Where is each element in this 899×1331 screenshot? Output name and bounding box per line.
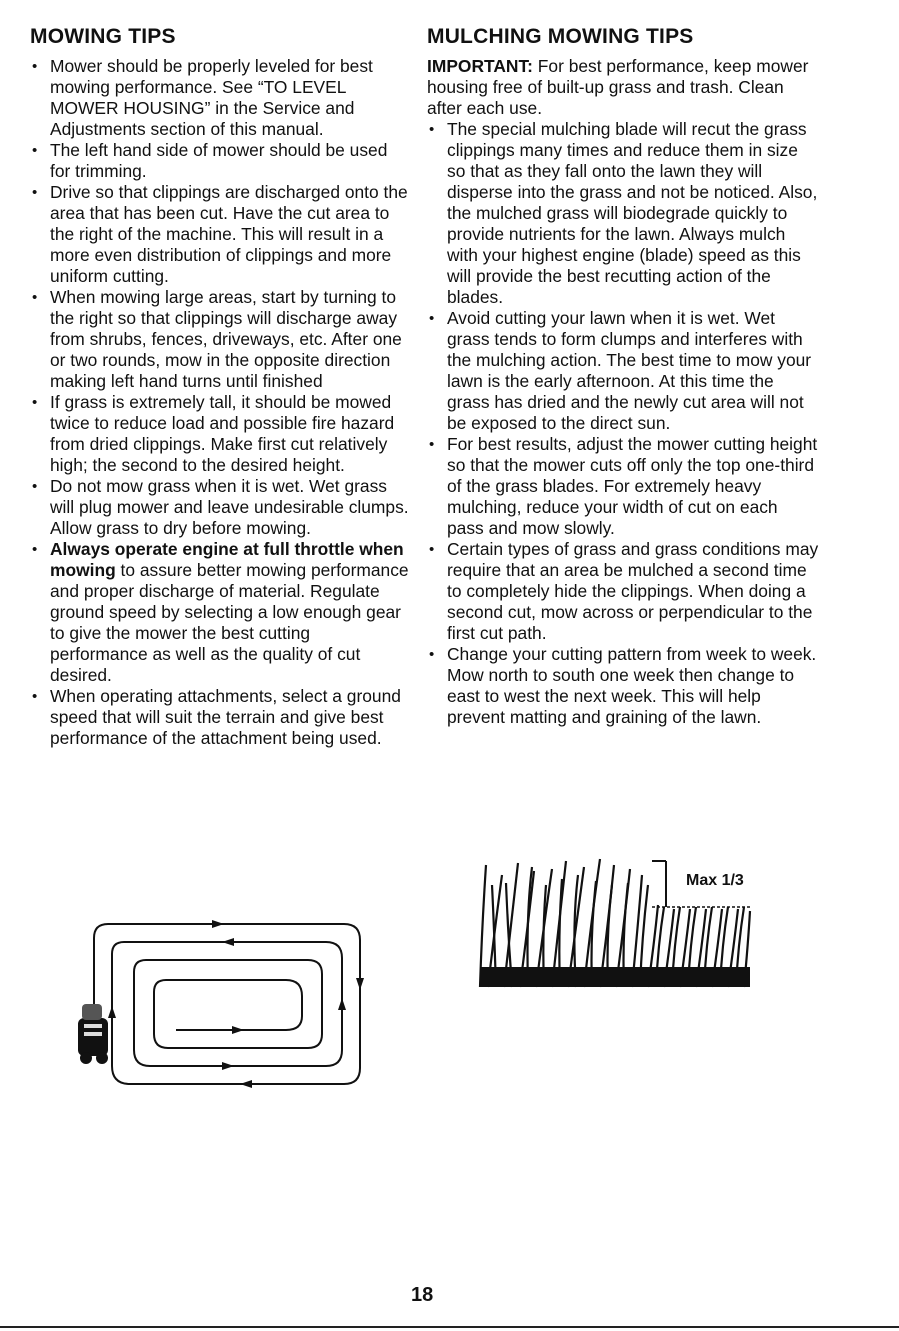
full-throttle-text: to assure better mowing performance and proper discharge of material. Regulate ground speed by selecting a low enough gear to give the mower the best cutting performance as well as the quality of cut desired. bbox=[50, 560, 409, 685]
mowing-pattern-illustration bbox=[72, 918, 372, 1090]
riding-mower-icon bbox=[78, 1004, 108, 1064]
tip-trimming: • The left hand side of mower should be used for trimming. bbox=[30, 140, 412, 182]
tip-wet-grass: • Do not mow grass when it is wet. Wet grass will plug mower and leave undesirable clumps. Allow grass to dry before mowing. bbox=[30, 476, 412, 539]
mulching-tips-section bbox=[427, 22, 819, 728]
tip-tall-grass: • If grass is extremely tall, it should be mowed twice to reduce load and possible fire hazard from dried clippings. Make first cut relatively high; the second to the desired height. bbox=[30, 392, 412, 476]
max-one-third-label: Max 1/3 bbox=[686, 872, 744, 889]
tip-avoid-wet-lawn: • Avoid cutting your lawn when it is wet. Wet grass tends to form clumps and interferes with the mulching action. The best time to mow your lawn is the early afternoon. At this time the grass has dried and the newly cut area will not be exposed to the direct sun. bbox=[427, 308, 819, 434]
mulching-tips-list bbox=[427, 119, 819, 728]
mowing-tips-list bbox=[30, 56, 412, 749]
tip-mulching-blade: • The special mulching blade will recut the grass clippings many times and reduce them in size so that as they fall onto the lawn they will disperse into the grass and not be noticed. Also, the mulched grass will biodegrade quickly to provide nutrients for the lawn. Always mulch with your highest engine (blade) speed as this will provide the best recutting action of the blades. bbox=[427, 119, 819, 308]
tip-large-areas: • When mowing large areas, start by turning to the right so that clippings will discharge away from shrubs, fences, driveways, etc. After one or two rounds, mow in the opposite direction making left hand turns until finished bbox=[30, 287, 412, 392]
full-throttle-bold: Always operate engine at full throttle when mowing bbox=[50, 539, 404, 580]
mowing-tips-heading: MOWING TIPS bbox=[30, 25, 176, 48]
page-number: 18 bbox=[411, 1284, 434, 1306]
tip-attachments: • When operating attachments, select a ground speed that will suit the terrain and give best performance of the attachment being used. bbox=[30, 686, 412, 749]
tip-leveling: • Mower should be properly leveled for best mowing performance. See “TO LEVEL MOWER HOUSING” in the Service and Adjustments section of this manual. bbox=[30, 56, 412, 140]
tip-change-pattern: • Change your cutting pattern from week to week. Mow north to south one week then change to east to west the next week. This will help prevent matting and graining of the lawn. bbox=[427, 644, 819, 728]
spiral-pattern-icon bbox=[72, 918, 372, 1090]
tip-second-cut: • Certain types of grass and grass conditions may require that an area be mulched a second time to completely hide the clippings. When doing a second cut, mow across or perpendicular to the first cut path. bbox=[427, 539, 819, 644]
tip-discharge: • Drive so that clippings are discharged onto the area that has been cut. Have the cut area to the right of the machine. This will result in a more even distribution of clippings and more uniform cutting. bbox=[30, 182, 412, 287]
grass-height-illustration bbox=[472, 855, 772, 990]
mulching-tips-heading: MULCHING MOWING TIPS bbox=[427, 25, 694, 48]
bottom-rule bbox=[0, 1326, 899, 1328]
tip-cutting-height: • For best results, adjust the mower cutting height so that the mower cuts off only the top one-third of the grass blades. For extremely heavy mulching, reduce your width of cut on each pass and mow slowly. bbox=[427, 434, 819, 539]
important-text: For best performance, keep mower housing free of built-up grass and trash. Clean after each use. bbox=[427, 56, 809, 118]
tip-full-throttle bbox=[30, 539, 412, 686]
important-note bbox=[427, 56, 819, 119]
important-label: IMPORTANT: bbox=[427, 56, 533, 76]
mowing-tips-section bbox=[30, 22, 412, 749]
